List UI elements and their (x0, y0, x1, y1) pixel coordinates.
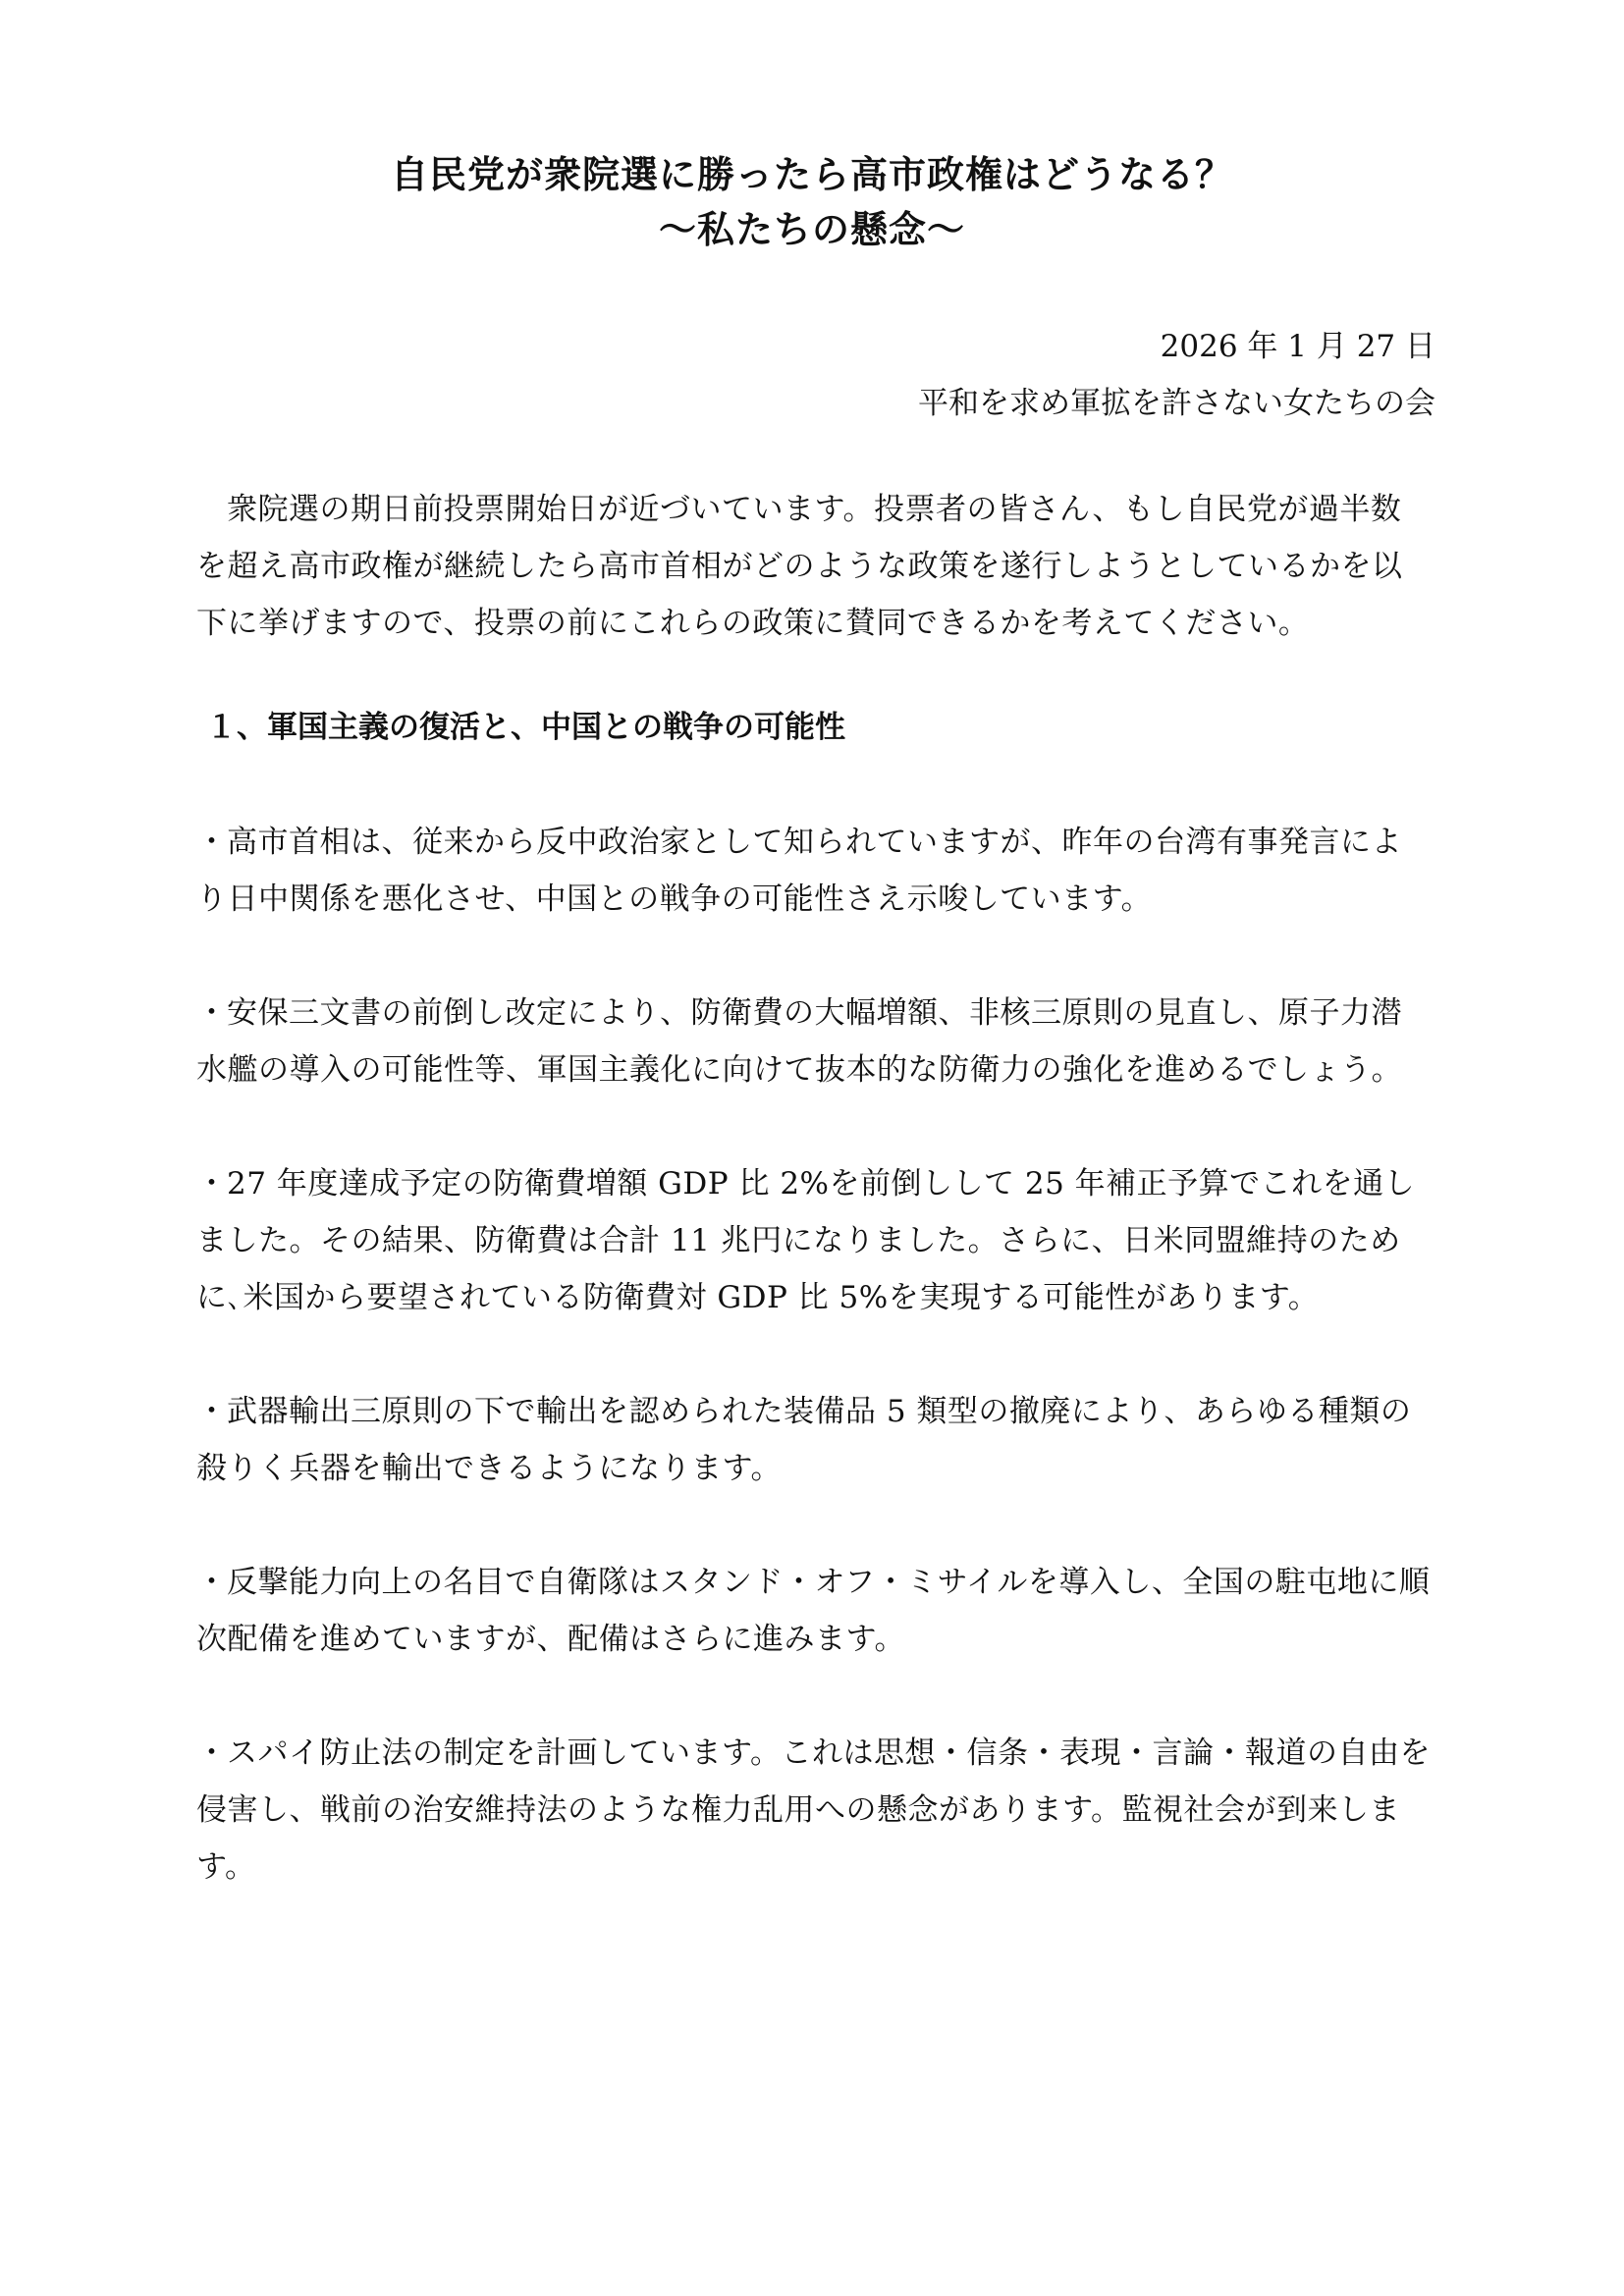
document-date: 2026 年 1 月 27 日 (1160, 329, 1435, 364)
intro-paragraph: 衆院選の期日前投票開始日が近づいています。投票者の皆さん、もし自民党が過半数を超え高市政権が継続したら高市首相がどのような政策を遂行しようとしているかを以下に挙げますので、投票の前にこれらの政策に賛同できるかを考えてください。 (196, 492, 1403, 641)
bullet-item (196, 1554, 1432, 1668)
bullet-list (196, 814, 1432, 1952)
bullet-text: 武器輸出三原則の下で輸出を認められた装備品 5 類型の撤廃により、あらゆる種類の殺りく兵器を輸出できるようになります。 (196, 1394, 1412, 1486)
bullet-text: 高市首相は、従来から反中政治家として知られていますが、昨年の台湾有事発言により日中関係を悪化させ、中国との戦争の可能性さえ示唆しています。 (196, 825, 1402, 917)
bullet-mark: ・ (196, 1565, 228, 1600)
bullet-item (196, 985, 1432, 1098)
bullet-mark: ・ (196, 1394, 228, 1429)
bullet-text: 27 年度達成予定の防衛費増額 GDP 比 2%を前倒しして 25 年補正予算でこれを通しました。その結果、防衛費は合計 11 兆円になりました。さらに、日米同盟維持のために､米国から要望されている防衛費対 GDP 比 5%を実現する可能性があります。 (196, 1166, 1416, 1315)
bullet-item (196, 1155, 1432, 1326)
bullet-item (196, 814, 1432, 928)
title-line-main: 自民党が衆院選に勝ったら高市政権はどうなる？ (390, 153, 1233, 196)
bullet-text: スパイ防止法の制定を計画しています。これは思想・信条・表現・言論・報道の自由を侵害し、戦前の治安維持法のような権力乱用への懸念があります。監視社会が到来します。 (196, 1735, 1432, 1885)
document-meta (918, 318, 1435, 432)
bullet-mark: ・ (196, 995, 228, 1031)
bullet-mark: ・ (196, 825, 228, 860)
bullet-item (196, 1383, 1432, 1497)
bullet-text: 反撃能力向上の名目で自衛隊はスタンド・オフ・ミサイルを導入し、全国の駐屯地に順次配備を進めていますが、配備はさらに進みます。 (196, 1565, 1431, 1657)
section-heading-1: １、軍国主義の復活と、中国との戦争の可能性 (206, 710, 845, 745)
bullet-text: 安保三文書の前倒し改定により、防衛費の大幅増額、非核三原則の見直し、原子力潜水艦の導入の可能性等、軍国主義化に向けて抜本的な防衛力の強化を進めるでしょう。 (196, 995, 1403, 1088)
document-title (0, 147, 1624, 257)
bullet-item (196, 1725, 1432, 1896)
bullet-mark: ・ (196, 1166, 228, 1201)
document-organization: 平和を求め軍拡を許さない女たちの会 (918, 386, 1435, 421)
title-line-subtitle: 〜私たちの懸念〜 (658, 208, 965, 251)
bullet-mark: ・ (196, 1735, 228, 1771)
